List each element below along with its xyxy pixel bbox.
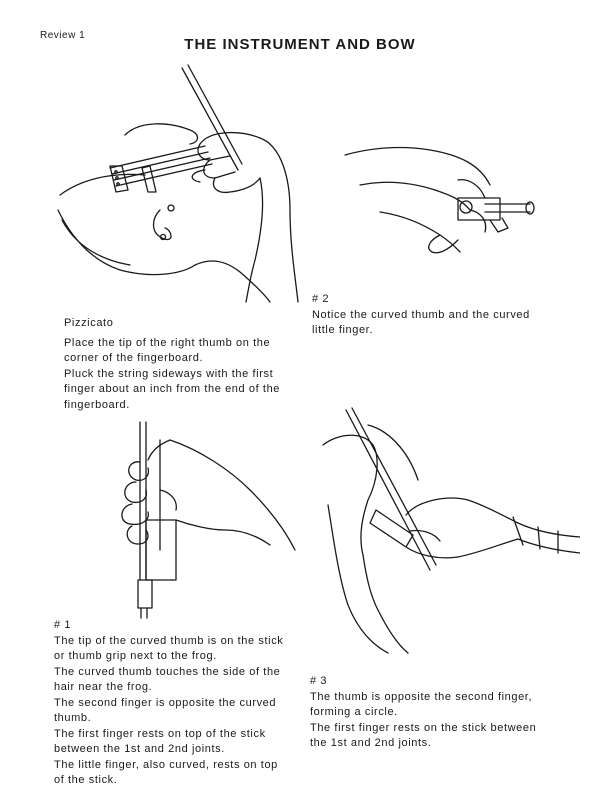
pizzicato-line: Place the tip of the right thumb on the: [64, 336, 271, 349]
pizzicato-line: corner of the fingerboard.: [64, 352, 204, 364]
page-title: THE INSTRUMENT AND BOW: [184, 36, 416, 53]
caption-2-number: # 2: [312, 293, 330, 305]
pizzicato-line: Pluck the string sideways with the first: [64, 367, 274, 380]
caption-1-number: # 1: [54, 619, 72, 631]
caption-1-line: between the 1st and 2nd joints.: [54, 743, 225, 755]
pizzicato-heading: Pizzicato: [64, 317, 114, 329]
page-header-label: Review 1: [40, 30, 86, 41]
caption-1-line: thumb.: [54, 712, 92, 724]
caption-3: [310, 674, 570, 752]
caption-1-line: hair near the frog.: [54, 681, 153, 693]
caption-1-line: of the stick.: [54, 774, 118, 786]
pizzicato-line: finger about an inch from the end of the: [64, 383, 281, 395]
caption-3-line: forming a circle.: [310, 706, 398, 718]
caption-1: [54, 618, 314, 789]
caption-3-number: # 3: [310, 675, 328, 687]
caption-1-line: or thumb grip next to the frog.: [54, 650, 217, 662]
bow-hold-illustration-2: [340, 140, 540, 270]
caption-2: [312, 292, 552, 339]
caption-1-line: The curved thumb touches the side of the: [54, 665, 281, 678]
caption-3-line: The thumb is opposite the second finger,: [310, 690, 533, 703]
caption-3-line: The first finger rests on the stick between: [310, 721, 537, 734]
pizzicato-line: fingerboard.: [64, 398, 130, 411]
caption-1-line: The second finger is opposite the curved: [54, 696, 277, 709]
caption-1-line: The little finger, also curved, rests on top: [54, 758, 278, 771]
bow-hold-illustration-1: [110, 420, 300, 620]
caption-2-line: Notice the curved thumb and the curved: [312, 308, 530, 321]
bow-hold-illustration-3: [318, 405, 580, 655]
caption-2-line: little finger.: [312, 324, 373, 336]
pizzicato-caption: [64, 316, 294, 413]
pizzicato-violin-illustration: [50, 60, 310, 305]
caption-3-line: the 1st and 2nd joints.: [310, 737, 432, 749]
caption-1-line: The tip of the curved thumb is on the stick: [54, 634, 284, 647]
caption-1-line: The first finger rests on top of the stick: [54, 727, 266, 740]
